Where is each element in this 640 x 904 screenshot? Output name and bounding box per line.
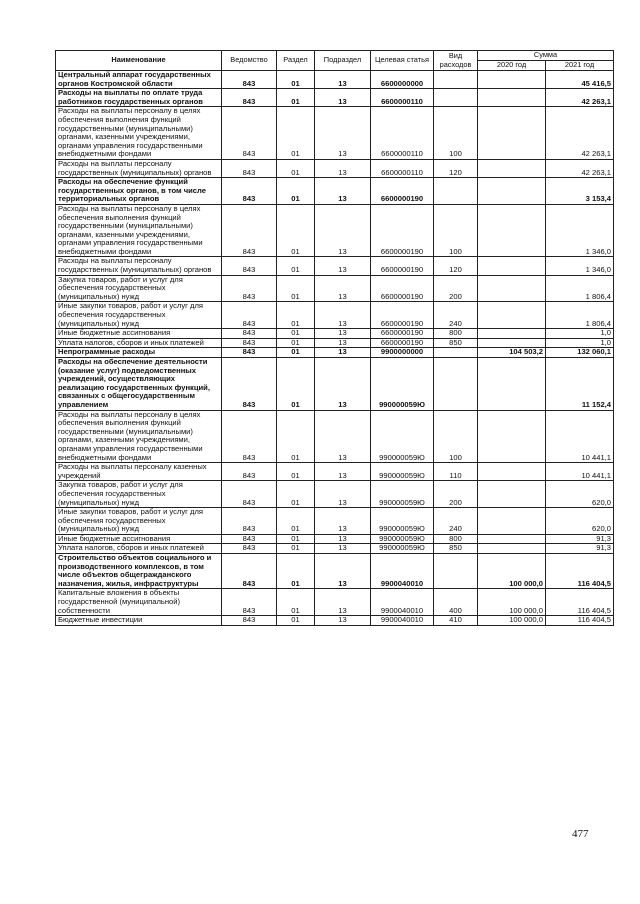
row-sum-2021: 45 416,5 bbox=[546, 71, 614, 89]
row-dept: 843 bbox=[222, 338, 277, 348]
budget-sheet bbox=[55, 50, 613, 626]
row-sum-2020 bbox=[478, 107, 546, 160]
row-exp-type: 100 bbox=[434, 410, 478, 463]
table-row bbox=[56, 257, 614, 275]
row-target: 9900040010 bbox=[371, 589, 434, 616]
row-dept: 843 bbox=[222, 534, 277, 544]
row-exp-type: 850 bbox=[434, 544, 478, 554]
col-target-header: Целевая статья bbox=[371, 51, 434, 71]
row-subsection: 13 bbox=[315, 302, 371, 329]
row-dept: 843 bbox=[222, 589, 277, 616]
row-subsection: 13 bbox=[315, 159, 371, 177]
row-section: 01 bbox=[277, 554, 315, 589]
row-dept: 843 bbox=[222, 159, 277, 177]
row-dept: 843 bbox=[222, 257, 277, 275]
row-section: 01 bbox=[277, 257, 315, 275]
row-section: 01 bbox=[277, 616, 315, 626]
row-sum-2020 bbox=[478, 329, 546, 339]
row-sum-2020 bbox=[478, 159, 546, 177]
row-dept: 843 bbox=[222, 302, 277, 329]
table-row bbox=[56, 589, 614, 616]
row-exp-type: 410 bbox=[434, 616, 478, 626]
row-sum-2021: 3 153,4 bbox=[546, 178, 614, 205]
table-row bbox=[56, 410, 614, 463]
col-sum-header: Сумма bbox=[478, 51, 614, 61]
table-row bbox=[56, 89, 614, 107]
table-row bbox=[56, 329, 614, 339]
row-exp-type: 200 bbox=[434, 275, 478, 302]
row-target: 6600000110 bbox=[371, 159, 434, 177]
row-sum-2021: 91,3 bbox=[546, 544, 614, 554]
row-section: 01 bbox=[277, 178, 315, 205]
row-subsection: 13 bbox=[315, 481, 371, 508]
row-section: 01 bbox=[277, 338, 315, 348]
row-name: Расходы на выплаты персоналу в целях обеспечения выполнения функций государственными (муниципальными) органами, казенными учреждениями, органами управления государственными внебюджетными фондами bbox=[56, 410, 222, 463]
row-exp-type bbox=[434, 554, 478, 589]
row-sum-2021: 1 806,4 bbox=[546, 302, 614, 329]
row-subsection: 13 bbox=[315, 178, 371, 205]
row-target: 6600000110 bbox=[371, 89, 434, 107]
row-sum-2021: 620,0 bbox=[546, 508, 614, 535]
row-subsection: 13 bbox=[315, 508, 371, 535]
row-sum-2020 bbox=[478, 71, 546, 89]
row-name: Расходы на выплаты персоналу казенных учреждений bbox=[56, 463, 222, 481]
row-target: 990000059Ю bbox=[371, 534, 434, 544]
row-name: Строительство объектов социального и производственного комплексов, в том числе объектов общегражданского назначения, жилья, инфраструктуры bbox=[56, 554, 222, 589]
row-target: 6600000190 bbox=[371, 178, 434, 205]
row-exp-type: 240 bbox=[434, 302, 478, 329]
row-name: Капитальные вложения в объекты государственной (муниципальной) собственности bbox=[56, 589, 222, 616]
row-dept: 843 bbox=[222, 348, 277, 358]
row-name: Уплата налогов, сборов и иных платежей bbox=[56, 544, 222, 554]
row-target: 6600000190 bbox=[371, 257, 434, 275]
col-subsection-header: Подраздел bbox=[315, 51, 371, 71]
table-row bbox=[56, 616, 614, 626]
row-sum-2021: 1,0 bbox=[546, 338, 614, 348]
row-section: 01 bbox=[277, 463, 315, 481]
row-name: Расходы на обеспечение деятельности (оказание услуг) подведомственных учреждений, осуществляющих реализацию государственных функций, связанных с общегосударственным управлением bbox=[56, 358, 222, 411]
row-dept: 843 bbox=[222, 616, 277, 626]
row-subsection: 13 bbox=[315, 107, 371, 160]
row-dept: 843 bbox=[222, 463, 277, 481]
row-subsection: 13 bbox=[315, 410, 371, 463]
row-exp-type: 400 bbox=[434, 589, 478, 616]
table-row bbox=[56, 275, 614, 302]
row-target: 990000059Ю bbox=[371, 544, 434, 554]
row-dept: 843 bbox=[222, 358, 277, 411]
row-sum-2020 bbox=[478, 204, 546, 257]
row-subsection: 13 bbox=[315, 358, 371, 411]
row-name: Расходы на обеспечение функций государственных органов, в том числе территориальных органов bbox=[56, 178, 222, 205]
budget-table bbox=[55, 50, 614, 626]
row-sum-2020 bbox=[478, 358, 546, 411]
row-sum-2021: 11 152,4 bbox=[546, 358, 614, 411]
row-sum-2021: 42 263,1 bbox=[546, 107, 614, 160]
row-sum-2021: 116 404,5 bbox=[546, 616, 614, 626]
row-subsection: 13 bbox=[315, 589, 371, 616]
table-row bbox=[56, 554, 614, 589]
col-dept-header: Ведомство bbox=[222, 51, 277, 71]
row-section: 01 bbox=[277, 534, 315, 544]
row-target: 990000059Ю bbox=[371, 481, 434, 508]
row-exp-type bbox=[434, 89, 478, 107]
row-sum-2020 bbox=[478, 410, 546, 463]
table-row bbox=[56, 508, 614, 535]
row-exp-type: 100 bbox=[434, 204, 478, 257]
row-section: 01 bbox=[277, 302, 315, 329]
row-section: 01 bbox=[277, 107, 315, 160]
row-dept: 843 bbox=[222, 481, 277, 508]
row-sum-2020 bbox=[478, 89, 546, 107]
col-2021-header: 2021 год bbox=[546, 61, 614, 71]
row-sum-2021: 42 263,1 bbox=[546, 159, 614, 177]
row-name: Непрограммные расходы bbox=[56, 348, 222, 358]
row-sum-2020 bbox=[478, 481, 546, 508]
row-section: 01 bbox=[277, 589, 315, 616]
row-name: Иные бюджетные ассигнования bbox=[56, 329, 222, 339]
row-section: 01 bbox=[277, 329, 315, 339]
row-subsection: 13 bbox=[315, 275, 371, 302]
row-sum-2021: 1 346,0 bbox=[546, 257, 614, 275]
row-exp-type: 850 bbox=[434, 338, 478, 348]
row-sum-2021: 10 441,1 bbox=[546, 410, 614, 463]
row-name: Расходы на выплаты по оплате труда работников государственных органов bbox=[56, 89, 222, 107]
row-dept: 843 bbox=[222, 410, 277, 463]
row-target: 9900040010 bbox=[371, 554, 434, 589]
row-sum-2020 bbox=[478, 257, 546, 275]
row-section: 01 bbox=[277, 410, 315, 463]
row-name: Расходы на выплаты персоналу государственных (муниципальных) органов bbox=[56, 257, 222, 275]
row-sum-2020 bbox=[478, 178, 546, 205]
row-exp-type: 110 bbox=[434, 463, 478, 481]
row-exp-type: 120 bbox=[434, 159, 478, 177]
row-subsection: 13 bbox=[315, 616, 371, 626]
row-name: Центральный аппарат государственных органов Костромской области bbox=[56, 71, 222, 89]
row-name: Расходы на выплаты персоналу государственных (муниципальных) органов bbox=[56, 159, 222, 177]
row-sum-2020 bbox=[478, 544, 546, 554]
row-section: 01 bbox=[277, 204, 315, 257]
row-target: 6600000190 bbox=[371, 302, 434, 329]
row-section: 01 bbox=[277, 71, 315, 89]
table-row bbox=[56, 107, 614, 160]
row-name: Закупка товаров, работ и услуг для обеспечения государственных (муниципальных) нужд bbox=[56, 275, 222, 302]
row-section: 01 bbox=[277, 89, 315, 107]
row-target: 6600000190 bbox=[371, 275, 434, 302]
row-target: 9900000000 bbox=[371, 348, 434, 358]
row-sum-2021: 116 404,5 bbox=[546, 589, 614, 616]
row-sum-2021: 116 404,5 bbox=[546, 554, 614, 589]
page-number: 477 bbox=[572, 828, 589, 840]
row-name: Иные закупки товаров, работ и услуг для обеспечения государственных (муниципальных) нужд bbox=[56, 508, 222, 535]
row-exp-type: 120 bbox=[434, 257, 478, 275]
row-subsection: 13 bbox=[315, 257, 371, 275]
row-name: Уплата налогов, сборов и иных платежей bbox=[56, 338, 222, 348]
table-row bbox=[56, 204, 614, 257]
row-sum-2020: 100 000,0 bbox=[478, 554, 546, 589]
row-sum-2021: 10 441,1 bbox=[546, 463, 614, 481]
row-exp-type: 800 bbox=[434, 329, 478, 339]
table-body bbox=[56, 71, 614, 626]
row-exp-type bbox=[434, 178, 478, 205]
row-sum-2020 bbox=[478, 302, 546, 329]
row-target: 990000059Ю bbox=[371, 463, 434, 481]
row-target: 990000059Ю bbox=[371, 410, 434, 463]
row-sum-2020 bbox=[478, 508, 546, 535]
row-name: Бюджетные инвестиции bbox=[56, 616, 222, 626]
col-section-header: Раздел bbox=[277, 51, 315, 71]
row-exp-type: 240 bbox=[434, 508, 478, 535]
row-sum-2020 bbox=[478, 463, 546, 481]
row-dept: 843 bbox=[222, 89, 277, 107]
table-row bbox=[56, 178, 614, 205]
row-exp-type bbox=[434, 71, 478, 89]
row-sum-2021: 1 806,4 bbox=[546, 275, 614, 302]
col-exp-type-header: Вид расходов bbox=[434, 51, 478, 71]
row-dept: 843 bbox=[222, 178, 277, 205]
row-section: 01 bbox=[277, 544, 315, 554]
row-subsection: 13 bbox=[315, 544, 371, 554]
row-dept: 843 bbox=[222, 107, 277, 160]
col-name-header: Наименование bbox=[56, 51, 222, 71]
row-subsection: 13 bbox=[315, 554, 371, 589]
row-dept: 843 bbox=[222, 508, 277, 535]
row-exp-type: 100 bbox=[434, 107, 478, 160]
row-dept: 843 bbox=[222, 204, 277, 257]
row-sum-2021: 620,0 bbox=[546, 481, 614, 508]
row-sum-2020: 100 000,0 bbox=[478, 589, 546, 616]
table-row bbox=[56, 463, 614, 481]
row-section: 01 bbox=[277, 508, 315, 535]
row-dept: 843 bbox=[222, 544, 277, 554]
row-dept: 843 bbox=[222, 71, 277, 89]
row-section: 01 bbox=[277, 481, 315, 508]
row-sum-2021: 42 263,1 bbox=[546, 89, 614, 107]
row-target: 6600000000 bbox=[371, 71, 434, 89]
row-sum-2021: 132 060,1 bbox=[546, 348, 614, 358]
row-section: 01 bbox=[277, 348, 315, 358]
table-row bbox=[56, 71, 614, 89]
col-2020-header: 2020 год bbox=[478, 61, 546, 71]
table-row bbox=[56, 302, 614, 329]
row-exp-type: 200 bbox=[434, 481, 478, 508]
row-sum-2020: 104 503,2 bbox=[478, 348, 546, 358]
row-sum-2021: 91,3 bbox=[546, 534, 614, 544]
row-dept: 843 bbox=[222, 329, 277, 339]
row-sum-2021: 1,0 bbox=[546, 329, 614, 339]
row-subsection: 13 bbox=[315, 71, 371, 89]
row-target: 6600000190 bbox=[371, 329, 434, 339]
row-name: Закупка товаров, работ и услуг для обеспечения государственных (муниципальных) нужд bbox=[56, 481, 222, 508]
row-dept: 843 bbox=[222, 275, 277, 302]
row-target: 990000059Ю bbox=[371, 358, 434, 411]
row-name: Иные бюджетные ассигнования bbox=[56, 534, 222, 544]
row-exp-type bbox=[434, 358, 478, 411]
row-subsection: 13 bbox=[315, 348, 371, 358]
row-target: 9900040010 bbox=[371, 616, 434, 626]
row-dept: 843 bbox=[222, 554, 277, 589]
row-subsection: 13 bbox=[315, 338, 371, 348]
table-row bbox=[56, 481, 614, 508]
row-target: 6600000190 bbox=[371, 338, 434, 348]
row-sum-2020 bbox=[478, 534, 546, 544]
row-subsection: 13 bbox=[315, 204, 371, 257]
row-subsection: 13 bbox=[315, 534, 371, 544]
row-name: Расходы на выплаты персоналу в целях обеспечения выполнения функций государственными (муниципальными) органами, казенными учреждениями, органами управления государственными внебюджетными фондами bbox=[56, 107, 222, 160]
row-section: 01 bbox=[277, 358, 315, 411]
row-target: 990000059Ю bbox=[371, 508, 434, 535]
row-sum-2021: 1 346,0 bbox=[546, 204, 614, 257]
table-row bbox=[56, 159, 614, 177]
row-target: 6600000110 bbox=[371, 107, 434, 160]
row-name: Иные закупки товаров, работ и услуг для обеспечения государственных (муниципальных) нужд bbox=[56, 302, 222, 329]
row-subsection: 13 bbox=[315, 329, 371, 339]
row-subsection: 13 bbox=[315, 463, 371, 481]
row-target: 6600000190 bbox=[371, 204, 434, 257]
row-exp-type: 800 bbox=[434, 534, 478, 544]
row-exp-type bbox=[434, 348, 478, 358]
row-section: 01 bbox=[277, 159, 315, 177]
row-subsection: 13 bbox=[315, 89, 371, 107]
row-sum-2020: 100 000,0 bbox=[478, 616, 546, 626]
row-name: Расходы на выплаты персоналу в целях обеспечения выполнения функций государственными (муниципальными) органами, казенными учреждениями, органами управления государственными внебюджетными фондами bbox=[56, 204, 222, 257]
row-sum-2020 bbox=[478, 275, 546, 302]
header-row bbox=[56, 51, 614, 61]
table-row bbox=[56, 358, 614, 411]
row-section: 01 bbox=[277, 275, 315, 302]
